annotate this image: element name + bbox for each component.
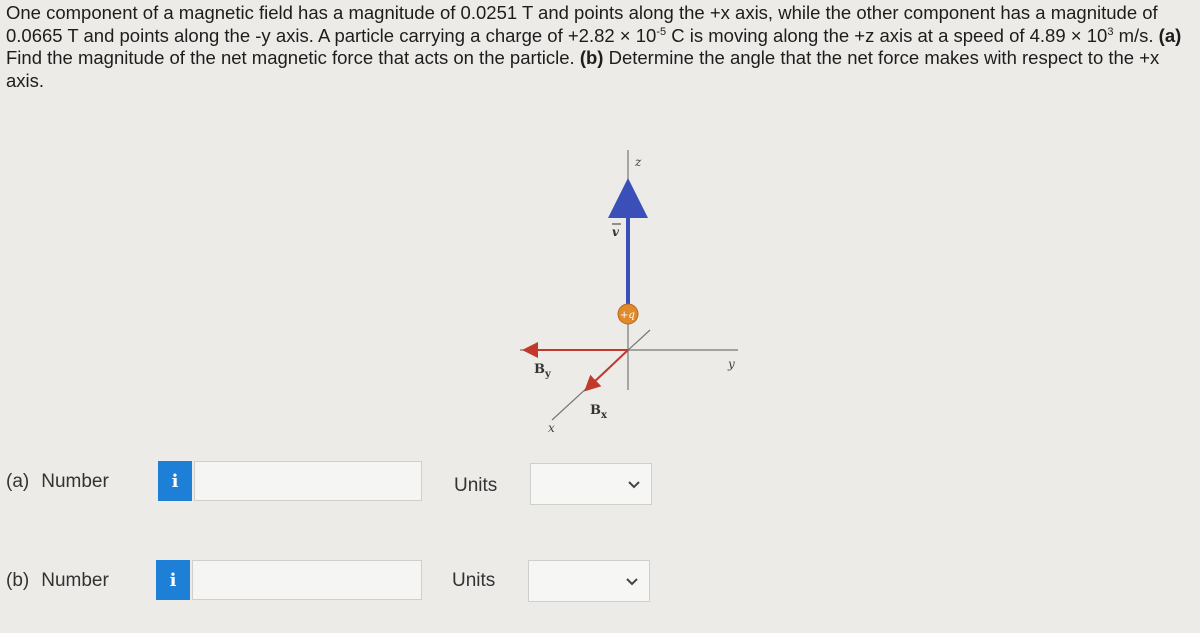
part-b-question: Determine the angle that the net force makes with respect to the +x axis. bbox=[6, 47, 1160, 91]
problem-mid: C is moving along the +z axis at a speed of 4.89 × 10 bbox=[666, 24, 1108, 46]
problem-statement bbox=[6, 2, 1196, 92]
info-icon[interactable]: i bbox=[156, 560, 190, 600]
charge-label: +q bbox=[620, 310, 635, 321]
bx-label: $B_x$ bbox=[590, 403, 607, 421]
y-axis-label: y bbox=[728, 357, 735, 371]
answer-b-units-label: Units bbox=[452, 570, 496, 591]
z-axis-label: z bbox=[635, 155, 642, 169]
problem-after-speed: m/s. bbox=[1113, 24, 1159, 46]
answer-a-units-select[interactable] bbox=[530, 463, 652, 505]
answer-b-label bbox=[6, 570, 109, 592]
info-icon[interactable]: i bbox=[158, 461, 192, 501]
answer-a-part: (a) bbox=[6, 471, 30, 492]
speed-exponent: 3 bbox=[1107, 25, 1114, 38]
answer-a-number-label: Number bbox=[41, 471, 109, 492]
answer-b-units-select[interactable] bbox=[528, 560, 650, 602]
part-a-tag: (a) bbox=[1158, 24, 1182, 46]
chevron-down-icon bbox=[624, 573, 640, 589]
velocity-label: v bbox=[612, 225, 619, 239]
answer-b-part: (b) bbox=[6, 570, 30, 591]
answer-row-b bbox=[0, 558, 1200, 602]
answer-a-number-input[interactable] bbox=[194, 461, 422, 501]
answer-a-label bbox=[6, 471, 109, 493]
x-axis-label: x bbox=[548, 421, 555, 435]
answer-b-number-label: Number bbox=[41, 570, 109, 591]
answer-row-a bbox=[0, 461, 1200, 505]
part-b-tag: (b) bbox=[579, 47, 604, 68]
problem-intro: One component of a magnetic field has a magnitude of 0.0251 T and points along the +x axis, while the other component has a magnitude of 0.0665 T and points along the -y axis. A particle carrying a charge of +2.82 × 10 bbox=[6, 2, 1158, 46]
vector-diagram bbox=[490, 130, 750, 440]
charge-exponent: -5 bbox=[656, 25, 667, 38]
answer-b-number-input[interactable] bbox=[192, 560, 422, 600]
bx-arrow bbox=[590, 350, 628, 386]
part-a-question: Find the magnitude of the net magnetic force that acts on the particle. bbox=[6, 47, 580, 68]
by-label: $B_y$ bbox=[534, 362, 551, 380]
chevron-down-icon bbox=[626, 476, 642, 492]
answer-a-units-label: Units bbox=[454, 475, 498, 496]
